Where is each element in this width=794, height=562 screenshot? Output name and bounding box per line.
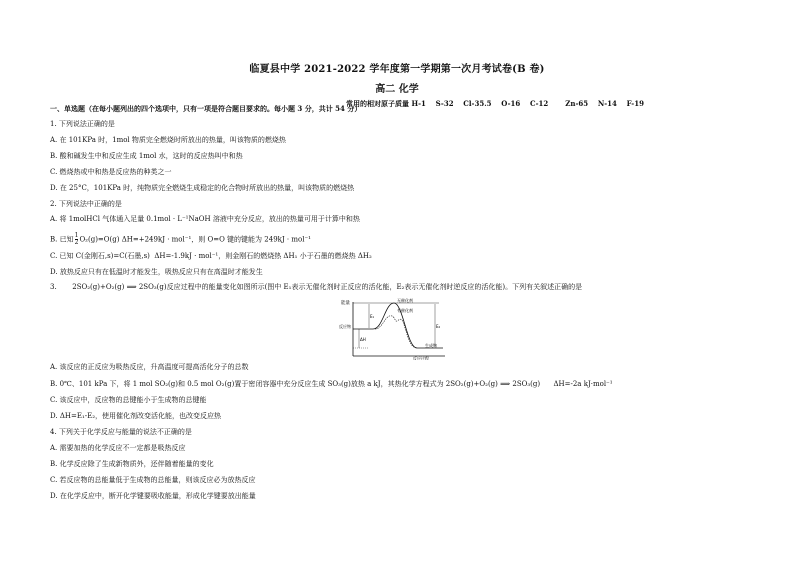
q4-option-b: B. 化学反应除了生成新物质外，还伴随着能量的变化: [50, 460, 214, 468]
q1-stem: 1. 下列说法正确的是: [50, 120, 115, 128]
process-axis-label: 反应过程: [413, 356, 429, 360]
q2-option-d: D. 放热反应只有在低温时才能发生，吸热反应只有在高温时才能发生: [50, 268, 263, 276]
e1-label: E₁: [370, 314, 375, 319]
q2-option-c: C. 已知 C(金刚石,s)=C(石墨,s) ΔH=-1.9kJ · mol⁻¹，则金刚石的燃烧热 ΔH₁ 小于石墨的燃烧热 ΔH₂: [50, 252, 372, 260]
fraction-numerator: 1: [74, 232, 79, 239]
q1-option-a: A. 在 101KPa 时，1mol 物质完全燃烧时所放出的热量，叫该物质的燃烧热: [50, 136, 286, 144]
no-catalyst-label: 无催化剂: [397, 298, 413, 303]
q2-option-b-text: O₂(g)=O(g) ΔH=+249kJ · mol⁻¹，则 O=O 键的键能为 249kJ · mol⁻¹: [79, 235, 311, 244]
product-label: 生成物: [425, 343, 437, 348]
q4-option-c: C. 若反应物的总能量低于生成物的总能量，则该反应必为放热反应: [50, 476, 256, 484]
q3-option-b: B. 0℃、101 kPa 下，将 1 mol SO₂(g)和 0.5 mol O₂(g)置于密闭容器中充分反应生成 SO₃(g)放热 a kJ，其热化学方程式为 2SO₂(g)+O₂(g) ⟹ 2SO₃(g) ΔH=-2a kJ·mol⁻¹: [50, 380, 613, 388]
dh-label: ΔH: [360, 337, 366, 342]
q4-option-a: A. 需要加热的化学反应不一定都是吸热反应: [50, 444, 186, 452]
q3-option-d: D. ΔH=E₁-E₂，使用催化剂改变活化能，也改变反应热: [50, 412, 222, 420]
q3-option-a: A. 该反应的正反应为吸热反应，升高温度可提高活化分子的总数: [50, 363, 249, 371]
q2-option-b: [50, 233, 311, 246]
q2-option-b-prefix: B. 已知: [50, 235, 74, 244]
section-heading: 一、单选题（在每小题列出的四个选项中，只有一项是符合题目要求的。每小题 3 分，共计 54 分）: [50, 104, 362, 113]
energy-axis-label: 能量: [341, 301, 350, 306]
q4-option-d: D. 在化学反应中，断开化学键要吸收能量，形成化学键要放出能量: [50, 492, 256, 500]
q2-stem: 2. 下列说法中正确的是: [50, 200, 122, 208]
atomic-masses: 常用的相对原子质量 H-1 S-32 Cl-35.5 O-16 C-12 Zn-65 N-14 F-19: [346, 99, 644, 108]
q3-option-c: C. 该反应中，反应物的总键能小于生成物的总键能: [50, 396, 207, 404]
q1-option-b: B. 酸和碱发生中和反应生成 1mol 水，这时的反应热叫中和热: [50, 152, 243, 160]
e2-label: E₂: [436, 324, 441, 329]
exam-subtitle: 高二 化学: [375, 84, 419, 95]
fraction-denominator: 2: [74, 239, 79, 246]
exam-title: 临夏县中学 2021-2022 学年度第一学期第一次月考试卷(B 卷): [249, 64, 545, 75]
reactant-label: 反应物: [339, 324, 351, 329]
q1-option-d: D. 在 25°C，101KPa 时，纯物质完全燃烧生成稳定的化合物时所放出的热量，叫该物质的燃烧热: [50, 184, 355, 192]
q2-option-a: A. 将 1molHCl 气体通入足量 0.1mol · L⁻¹NaOH 溶液中充分反应，放出的热量可用于计算中和热: [50, 215, 360, 223]
q3-stem: 3. 2SO₂(g)+O₂(g) ⟹ 2SO₃(g)反应过程中的能量变化如图所示(图中 E₁表示无催化剂时正反应的活化能，E₂表示无催化剂时逆反应的活化能)。下列有关叙述正确的是: [50, 283, 583, 291]
energy-diagram: [339, 298, 449, 360]
q4-stem: 4. 下列关于化学反应与能量的说法不正确的是: [50, 428, 192, 436]
q1-option-c: C. 燃烧热或中和热是反应热的种类之一: [50, 168, 172, 176]
fraction: [75, 233, 79, 246]
catalyst-label: 有催化剂: [397, 308, 413, 313]
